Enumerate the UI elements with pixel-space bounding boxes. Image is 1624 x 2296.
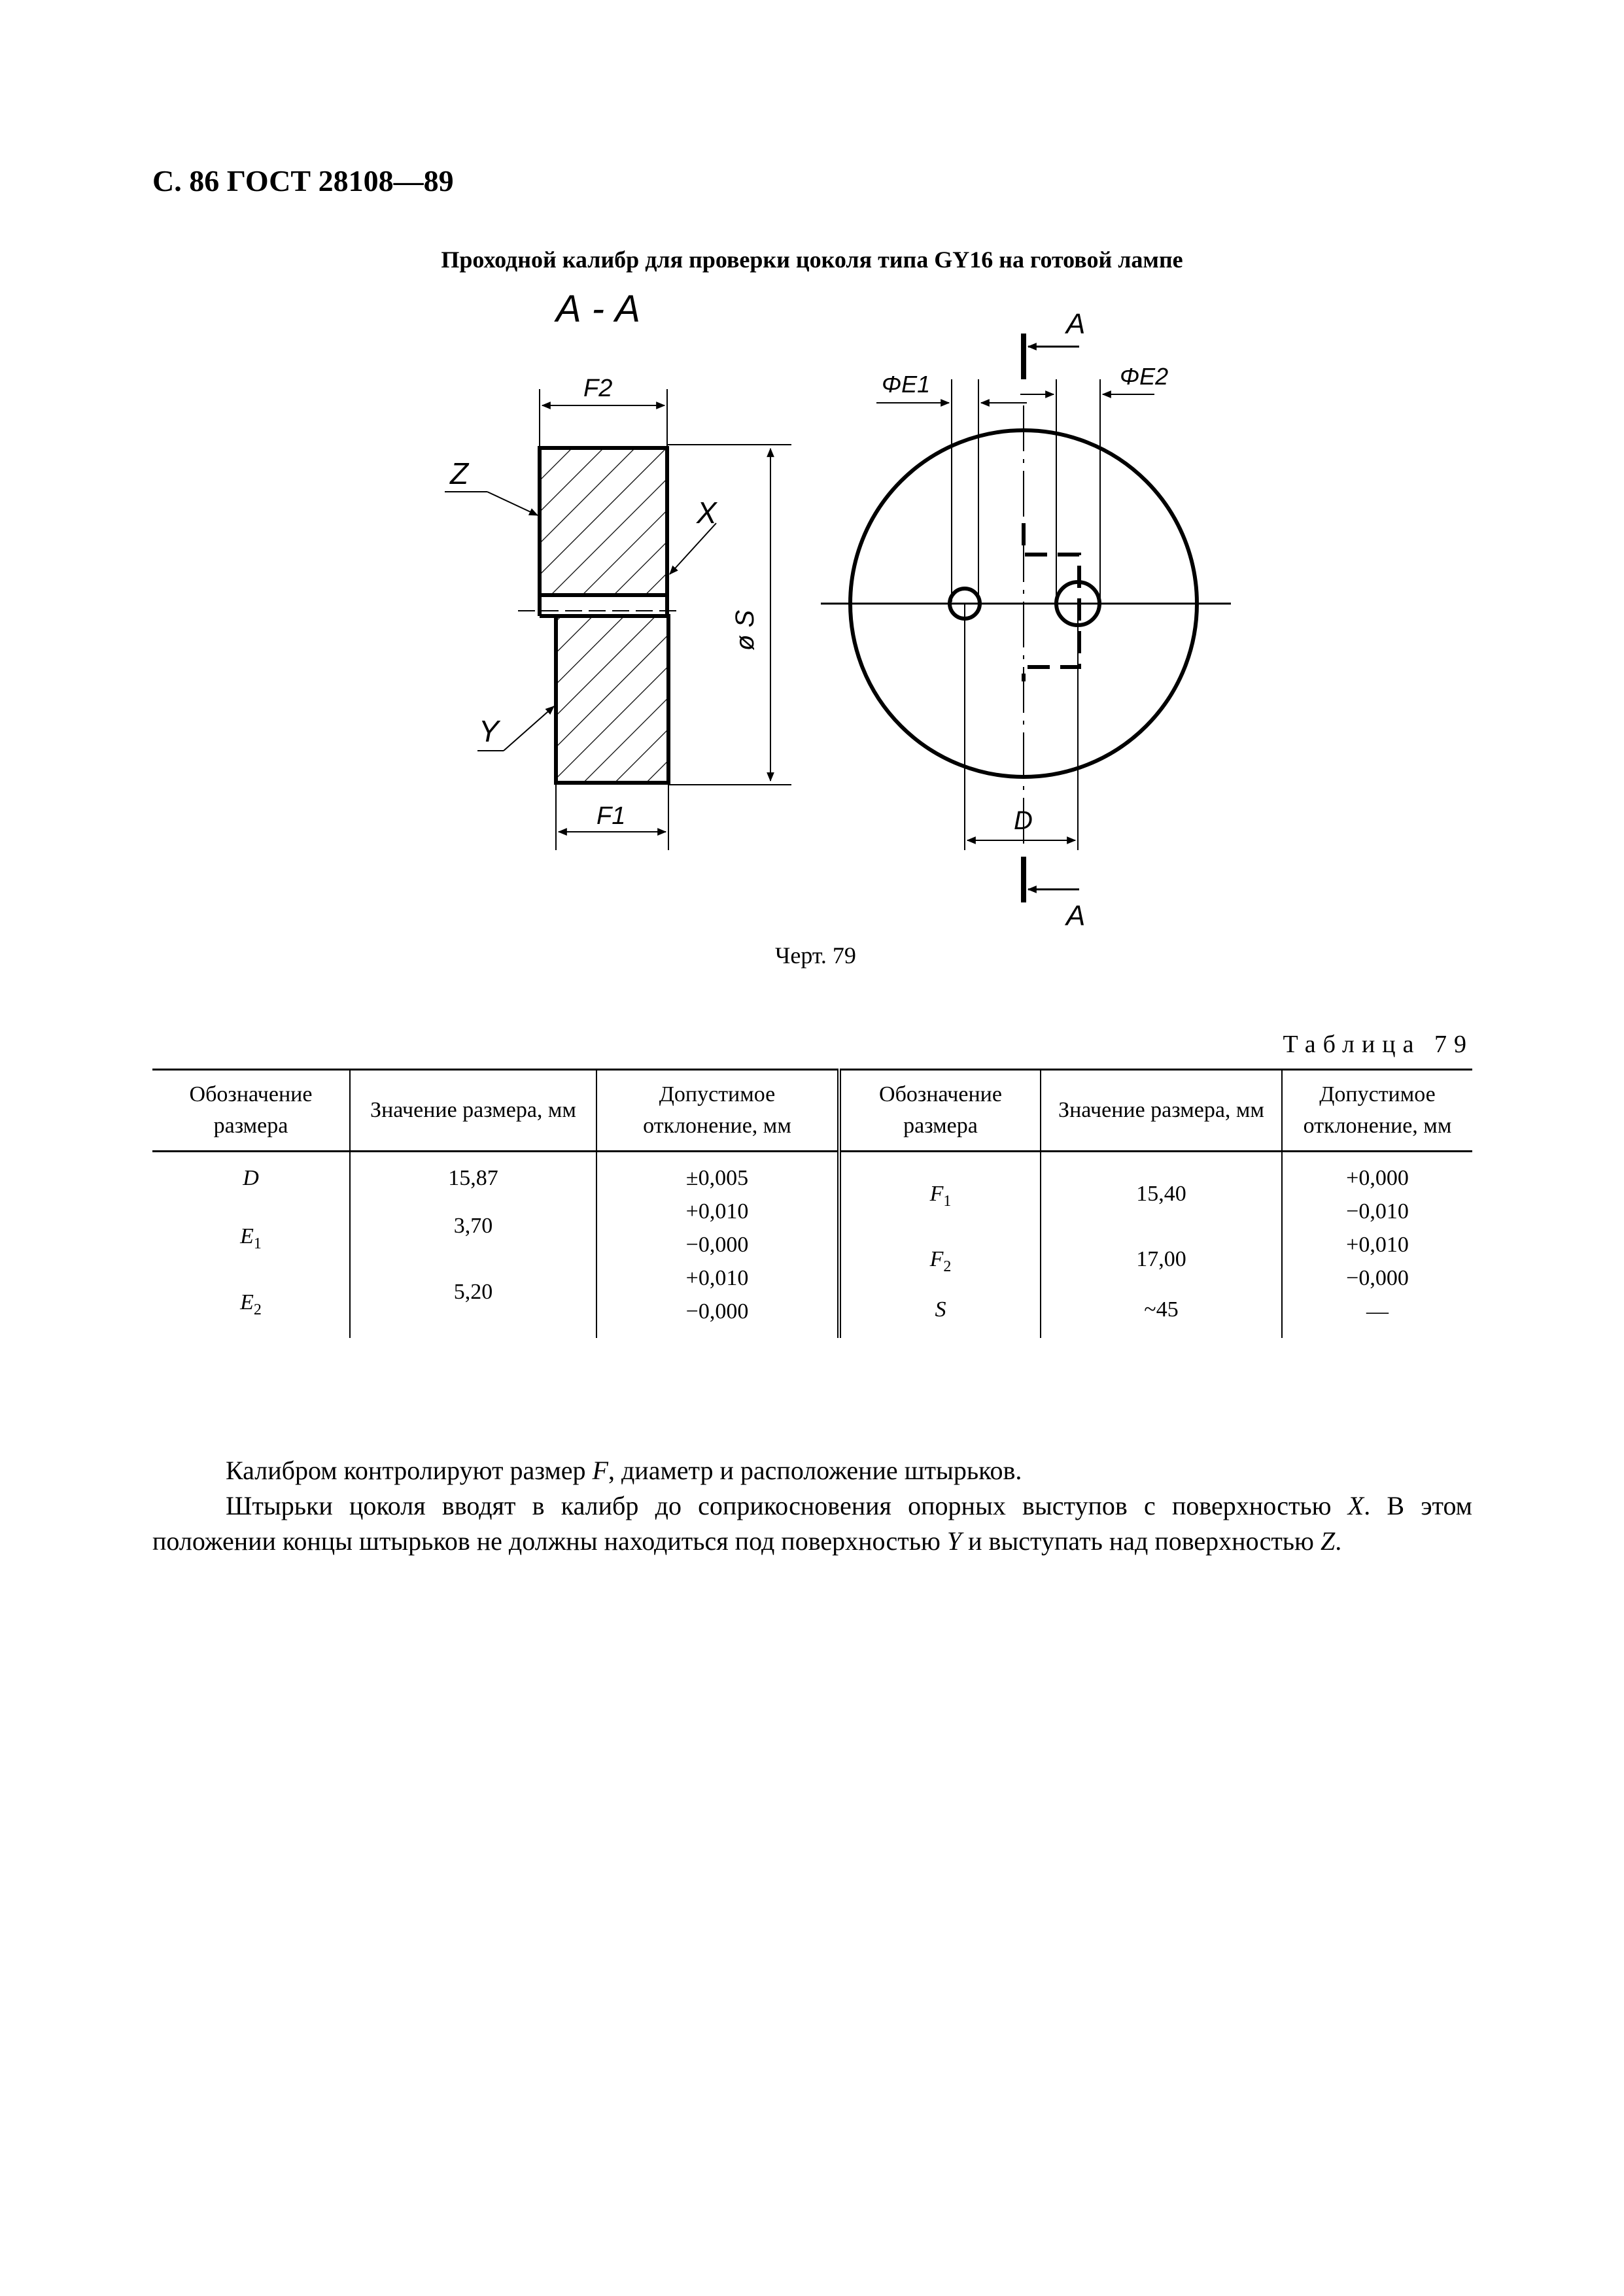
paragraph: Штырьки цоколя вводят в калибр до соприкосновения опорных выступов с поверхностью X. В этом положении концы штырьков не должны находиться под поверхностью Y и выступать над поверхностью Z. [152, 1491, 1472, 1556]
paragraph: Калибром контролируют размер F, диаметр и расположение штырьков. [226, 1456, 1022, 1485]
plan-view [821, 405, 1231, 844]
dim-label-d: D [1014, 806, 1033, 835]
upper-hatched-block [540, 448, 667, 595]
dimension-table [152, 1069, 1472, 1338]
surface-label-x: X [697, 496, 717, 530]
value-cell: 15,87 3,70 5,20 [350, 1152, 596, 1339]
symbol-cell: $F_1$ $F_2$ S [839, 1152, 1041, 1339]
figure-title: Проходной калибр для проверки цоколя типа GY16 на готовой лампе [441, 247, 1183, 273]
dim-label-f2: F2 [583, 375, 613, 402]
table-row [152, 1152, 1472, 1339]
surface-label-y: Y [479, 714, 499, 748]
section-label: А - А [556, 288, 640, 330]
page-header: С. 86 ГОСТ 28108—89 [152, 164, 454, 197]
figure-caption: Черт. 79 [775, 942, 856, 968]
col-header: Обозначение размера [839, 1070, 1041, 1152]
lower-hatched-block [556, 616, 668, 783]
table-header-row [152, 1070, 1472, 1152]
col-header: Значение размера, мм [350, 1070, 596, 1152]
value-cell: 15,40 17,00 ~45 [1041, 1152, 1282, 1339]
tolerance-cell: +0,000 −0,010 +0,010 −0,000 — [1282, 1152, 1472, 1339]
section-marker-a-top: A [1066, 308, 1086, 340]
dim-label-f1: F1 [596, 802, 626, 830]
col-header: Обозначение размера [152, 1070, 350, 1152]
gauge-drawing [392, 281, 1282, 935]
tolerance-cell: ±0,005 +0,010 −0,000 +0,010 −0,000 [596, 1152, 839, 1339]
section-view [518, 448, 680, 783]
dim-label-e1: ΦE1 [882, 371, 931, 398]
body-text [152, 1453, 1472, 1559]
dim-label-e2: ΦE2 [1120, 363, 1169, 390]
surface-label-z: Z [450, 456, 469, 490]
symbol-cell: D $E_1$ $E_2$ [240, 1166, 262, 1318]
section-marker-a-bottom: A [1066, 900, 1086, 932]
col-header: Допустимое отклонение, мм [1282, 1070, 1472, 1152]
table-label: Таблица 79 [1283, 1031, 1474, 1058]
col-header: Значение размера, мм [1041, 1070, 1282, 1152]
dim-label-s: ø S [731, 609, 759, 651]
col-header: Допустимое отклонение, мм [596, 1070, 839, 1152]
